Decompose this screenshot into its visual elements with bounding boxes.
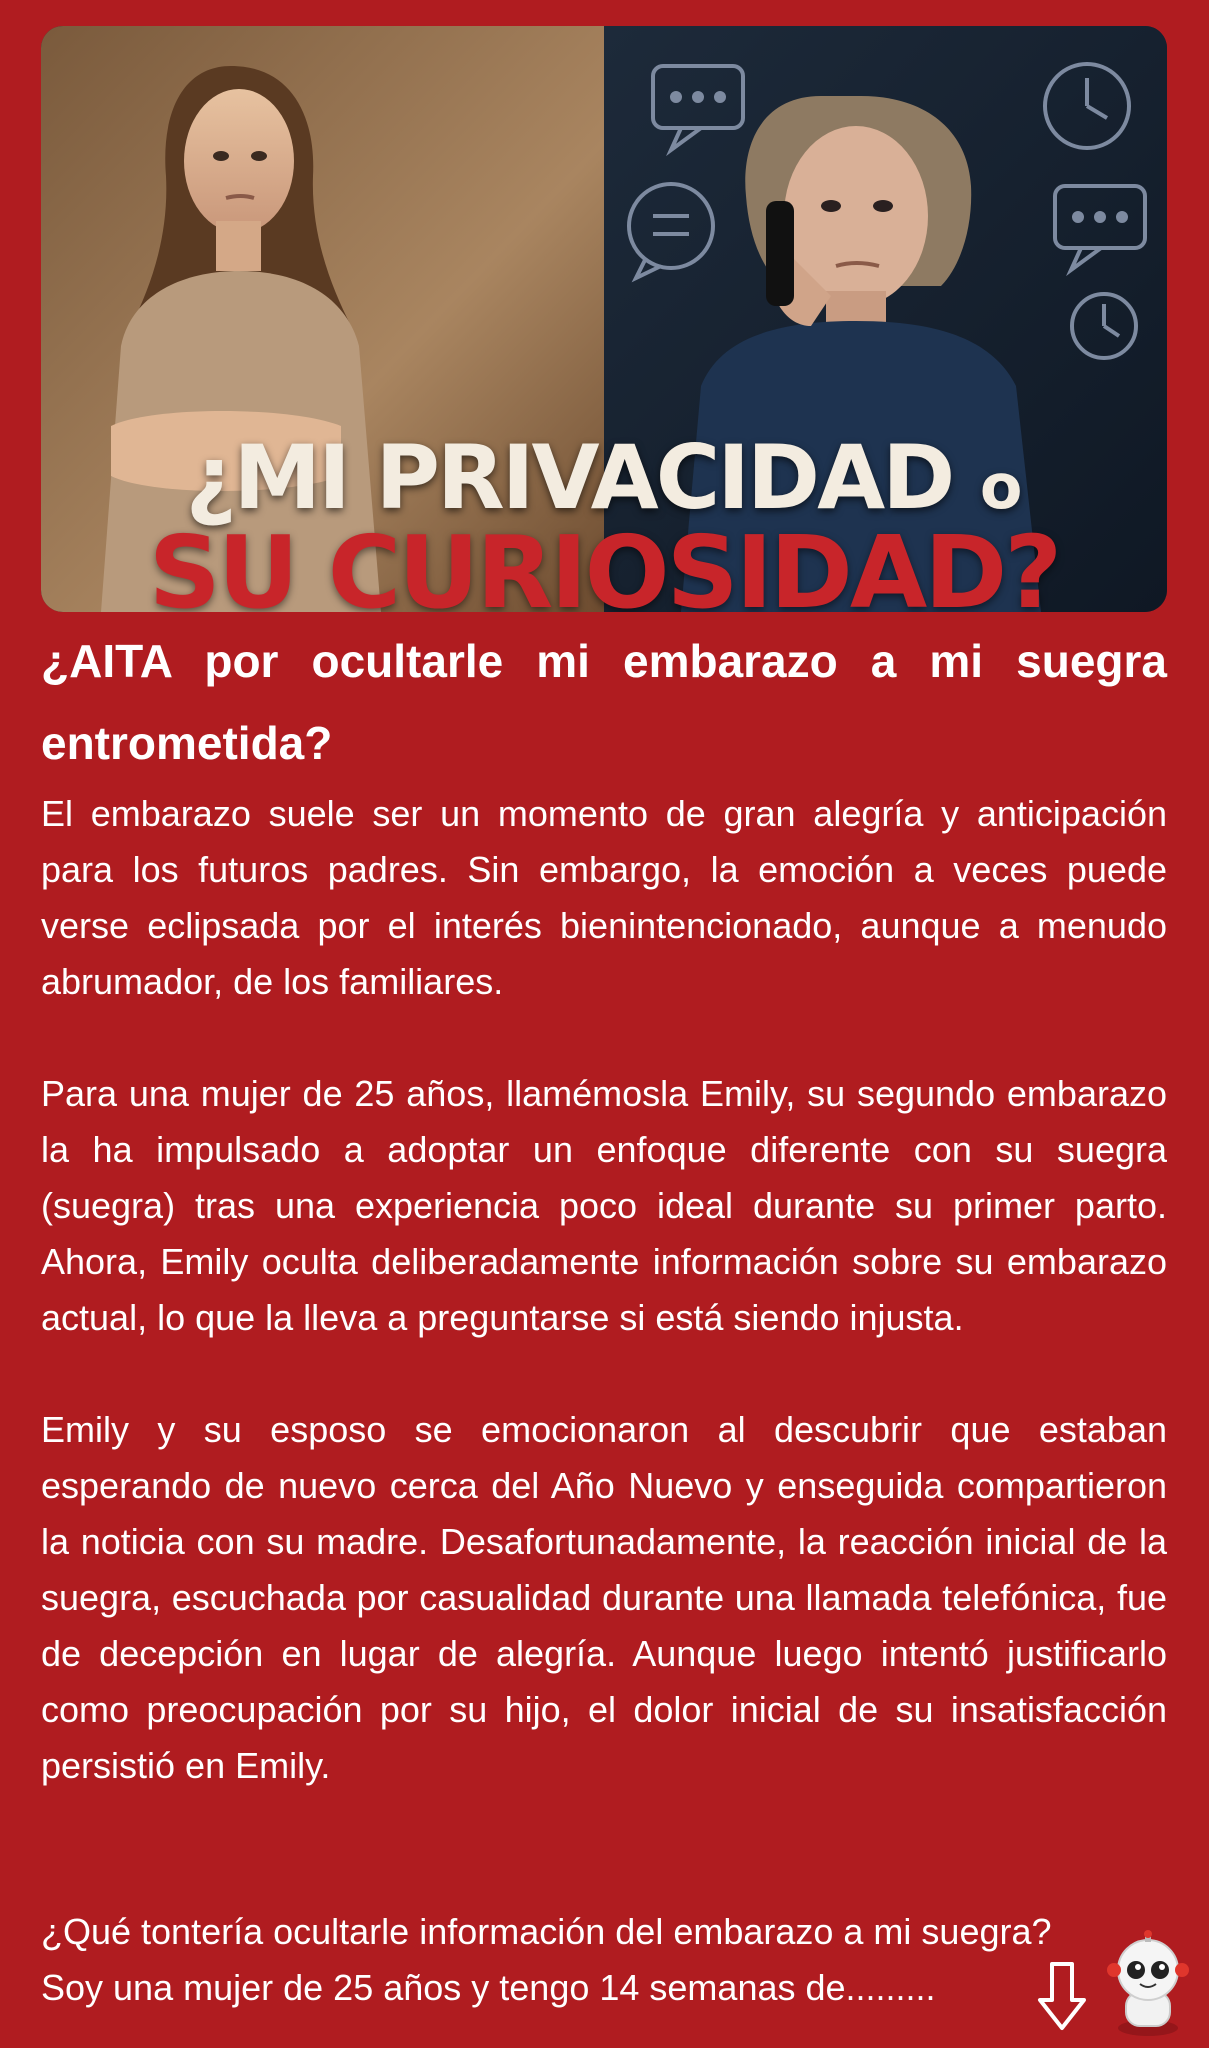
article-body — [41, 786, 1167, 1850]
article-paragraph: Emily y su esposo se emocionaron al descubrir que estaban esperando de nuevo cerca del Año Nuevo y enseguida compartieron la noticia con su madre. Desafortunadamente, la reacción inicial de la suegra, escuchada por casualidad durante una llamada telefónica, fue de decepción en lugar de alegría. Aunque luego intentó justificarlo como preocupación por su hijo, el dolor inicial de su insatisfacción persistió en Emily. — [41, 1409, 1167, 1786]
arrow-down-icon[interactable] — [1036, 1960, 1088, 2032]
teaser-line: ¿Qué tontería ocultarle información del embarazo a mi suegra? — [41, 1911, 1052, 1952]
hero-title-connector: o — [979, 450, 1023, 523]
article-paragraph: Para una mujer de 25 años, llamémosla Emily, su segundo embarazo la ha impulsado a adoptar un enfoque diferente con su suegra (suegra) tras una experiencia poco ideal durante su primer parto. Ahora, Emily oculta deliberadamente información sobre su embarazo actual, lo que la lleva a preguntarse si está siendo injusta. — [41, 1073, 1167, 1338]
hero-title-line1: ¿MI PRIVACIDAD o — [185, 426, 1023, 529]
robot-mascot-icon — [1098, 1930, 1198, 2040]
article-headline: ¿AITA por ocultarle mi embarazo a mi suegra entrometida? — [41, 635, 1167, 769]
hero-title-line2: SU CURIOSIDAD? — [148, 514, 1060, 612]
teaser-line: Soy una mujer de 25 años y tengo 14 semanas de......... — [41, 1967, 936, 2008]
article-teaser[interactable] — [41, 1904, 1167, 2016]
article-paragraph: El embarazo suele ser un momento de gran alegría y anticipación para los futuros padres. Sin embargo, la emoción a veces puede verse eclipsada por el interés bienintencionado, aunque a menudo abrumador, de los familiares. — [41, 793, 1167, 1002]
hero-image — [41, 26, 1167, 612]
